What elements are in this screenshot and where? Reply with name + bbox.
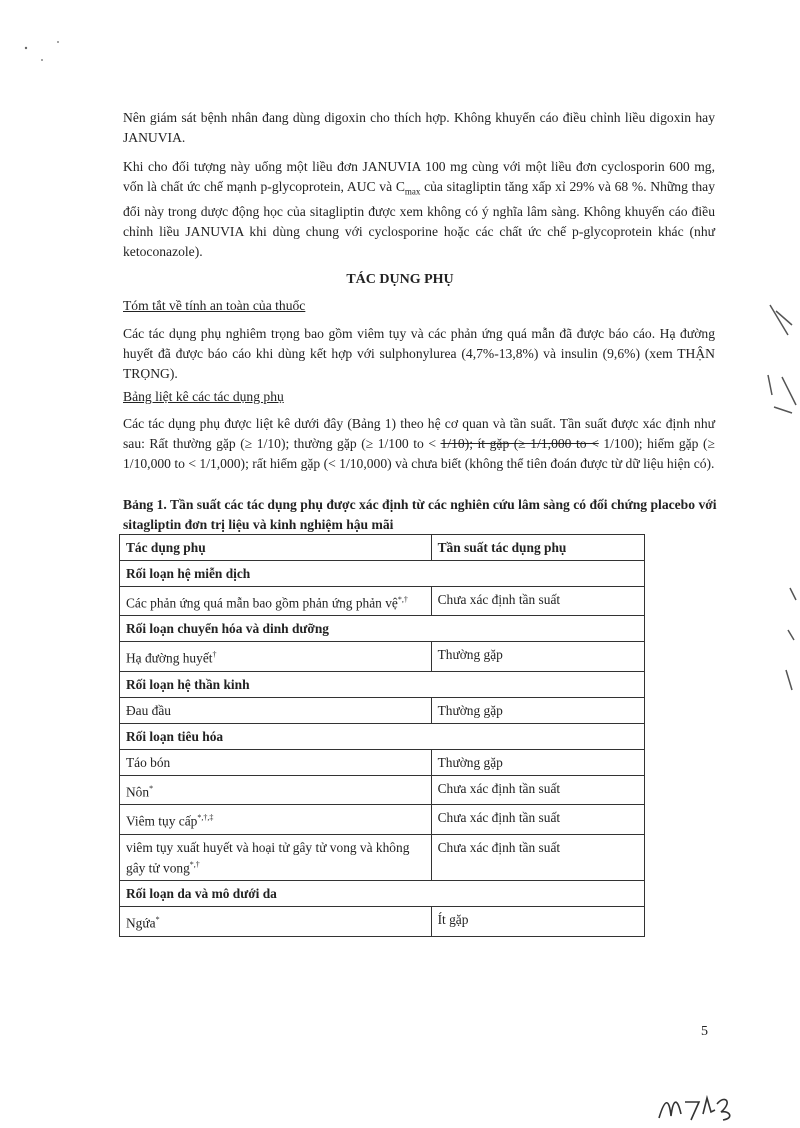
footnote-marker: *,† <box>397 595 408 604</box>
table-section-row <box>120 616 645 642</box>
effect-cell <box>120 642 432 671</box>
section-label: Rối loạn chuyển hóa và dinh dưỡng <box>120 616 645 642</box>
table-row <box>120 587 645 616</box>
effect-cell <box>120 697 432 723</box>
effect-label: Các phản ứng quá mẫn bao gồm phản ứng phản vệ <box>126 595 398 611</box>
table-section-row <box>120 723 645 749</box>
effect-label: Táo bón <box>126 754 171 770</box>
margin-stamp-fragment <box>762 295 800 425</box>
frequency-cell: Thường gặp <box>431 697 644 723</box>
footnote-marker: *,†,‡ <box>197 813 214 823</box>
section-label: Rối loạn hệ thần kinh <box>120 671 645 697</box>
frequency-cell: Chưa xác định tần suất <box>431 834 644 880</box>
table-header-row <box>120 535 645 561</box>
effect-label: viêm tụy xuất huyết và hoại tử gây tử vong và không gây tử vong <box>126 839 410 876</box>
page-number: 5 <box>701 1024 708 1039</box>
table-row <box>120 749 645 775</box>
effect-label: Đau đầu <box>126 702 171 718</box>
section-title: TÁC DỤNG PHỤ <box>346 272 454 287</box>
section-label: Rối loạn tiêu hóa <box>120 723 645 749</box>
header-frequency: Tần suất tác dụng phụ <box>431 535 644 561</box>
table-row <box>120 775 645 804</box>
adverse-effects-table <box>119 534 645 937</box>
footnote-marker: * <box>149 783 154 793</box>
frequency-cell: Thường gặp <box>431 642 644 671</box>
paragraph-cyclosporin: Khi cho đối tượng này uống một liều đơn JANUVIA 100 mg cùng với một liều đơn cyclosporin 600 mg, vốn là chất ức chế mạnh p-glycoprotein, AUC và $C_{max}$ của sitagliptin tăng xấp xỉ 29% và 68 %. Những thay đổi này trong dược động học của sitagliptin được xem không có ý nghĩa lâm sàng. Không khuyến cáo điều chỉnh liều JANUVIA khi dùng chung với cyclosporine hoặc các chất ức chế p-glycoprotein khác (như ketoconazole). <box>123 159 715 259</box>
effect-label: Ngứa <box>126 915 156 931</box>
table-row <box>120 642 645 671</box>
table-section-row <box>120 561 645 587</box>
paragraph-digoxin: Nên giám sát bệnh nhân đang dùng digoxin cho thích hợp. Không khuyến cáo điều chỉnh liều digoxin hay JANUVIA. <box>123 110 715 145</box>
effect-cell <box>120 805 432 834</box>
frequency-cell: Ít gặp <box>431 907 644 936</box>
handwritten-mark <box>655 1088 745 1128</box>
effect-cell <box>120 749 432 775</box>
effect-label: Hạ đường huyết <box>126 650 213 666</box>
subheading-safety-summary: Tóm tắt về tính an toàn của thuốc <box>123 298 306 313</box>
table-caption: Bảng 1. Tần suất các tác dụng phụ được xác định từ các nghiên cứu lâm sàng có đối chứng placebo với sitagliptin đơn trị liệu và kinh nghiệm hậu mãi <box>123 497 717 532</box>
effect-cell <box>120 587 432 616</box>
subheading-adverse-list: Bảng liệt kê các tác dụng phụ <box>123 389 284 404</box>
frequency-cell: Chưa xác định tần suất <box>431 775 644 804</box>
margin-stamp-fragment <box>778 580 800 700</box>
footnote-marker: * <box>155 915 160 925</box>
effect-cell <box>120 834 432 880</box>
table-row <box>120 805 645 834</box>
table-section-row <box>120 881 645 907</box>
footnote-marker: † <box>212 650 217 660</box>
effect-cell <box>120 775 432 804</box>
stray-marks <box>18 38 78 68</box>
header-effect: Tác dụng phụ <box>120 535 432 561</box>
effect-cell <box>120 907 432 936</box>
table-row <box>120 697 645 723</box>
paragraph-safety-summary: Các tác dụng phụ nghiêm trọng bao gồm viêm tụy và các phản ứng quá mẫn đã được báo cáo. Hạ đường huyết đã được báo cáo khi dùng kết hợp với sulphonylurea (4,7%-13,8%) và insulin (9,6%) (xem THẬN TRỌNG). <box>123 326 715 381</box>
frequency-cell: Chưa xác định tần suất <box>431 587 644 616</box>
frequency-cell: Thường gặp <box>431 749 644 775</box>
table-row <box>120 907 645 936</box>
section-label: Rối loạn da và mô dưới da <box>120 881 645 907</box>
table-row <box>120 834 645 880</box>
frequency-cell: Chưa xác định tần suất <box>431 805 644 834</box>
effect-label: Nôn <box>126 784 150 800</box>
paragraph-frequency-definitions: Các tác dụng phụ được liệt kê dưới đây (Bảng 1) theo hệ cơ quan và tần suất. Tần suất được xác định như sau: Rất thường gặp (≥ 1/10); thường gặp (≥ 1/100 to < 1/10); ít gặp (≥ 1/1,000 to < 1/100); hiếm gặp (≥ 1/10,000 to < 1/1,000); rất hiếm gặp (< 1/10,000) và chưa biết (không thể tiên đoán được từ dữ liệu hiện có). <box>123 416 715 471</box>
table-section-row <box>120 671 645 697</box>
effect-label: Viêm tụy cấp <box>126 813 198 829</box>
section-label: Rối loạn hệ miễn dịch <box>120 561 645 587</box>
footnote-marker: *,† <box>189 859 200 869</box>
